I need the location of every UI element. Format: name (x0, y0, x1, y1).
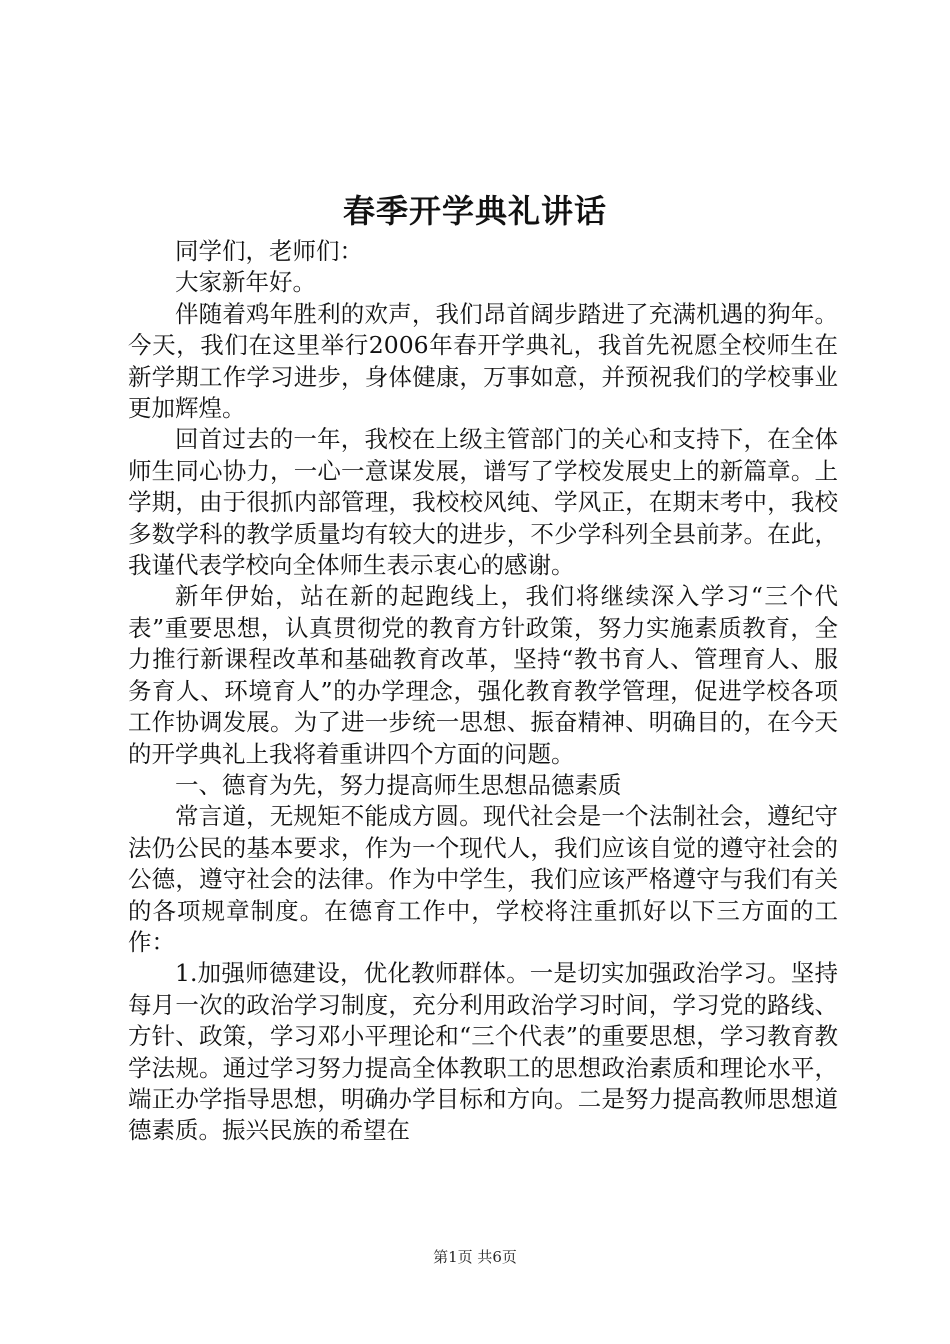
document-body (128, 236, 838, 1147)
salutation: 同学们，老师们： (175, 237, 363, 265)
section-heading: 一、德育为先，努力提高师生思想品德素质 (175, 770, 622, 799)
body-paragraph: 伴随着鸡年胜利的欢声，我们昂首阔步踏进了充满机遇的狗年。今天，我们在这里举行2006年春开学典礼，我首先祝愿全校师生在新学期工作学习进步，身体健康，万事如意，并预祝我们的学校事业更加辉煌。 (128, 299, 838, 423)
body-paragraph: 1.加强师德建设，优化教师群体。一是切实加强政治学习。坚持每月一次的政治学习制度，充分利用政治学习时间，学习党的路线、方针、政策，学习邓小平理论和“三个代表”的重要思想，学习教育教学法规。通过学习努力提高全体教职工的思想政治素质和理论水平，端正办学指导思想，明确办学目标和方向。二是努力提高教师思想道德素质。振兴民族的希望在 (128, 959, 838, 1145)
body-paragraph: 新年伊始，站在新的起跑线上，我们将继续深入学习“三个代表”重要思想，认真贯彻党的教育方针政策，努力实施素质教育，全力推行新课程改革和基础教育改革，坚持“教书育人、管理育人、服务育人、环境育人”的办学理念，强化教育教学管理，促进学校各项工作协调发展。为了进一步统一思想、振奋精神、明确目的，在今天的开学典礼上我将着重讲四个方面的问题。 (128, 582, 838, 768)
body-paragraph: 常言道，无规矩不能成方圆。现代社会是一个法制社会，遵纪守法仍公民的基本要求，作为一个现代人，我们应该自觉的遵守社会的公德，遵守社会的法律。作为中学生，我们应该严格遵守与我们有关的各项规章制度。在德育工作中，学校将注重抓好以下三方面的工作： (128, 802, 838, 956)
document-title: 春季开学典礼讲话 (342, 192, 607, 230)
body-paragraph: 回首过去的一年，我校在上级主管部门的关心和支持下，在全体师生同心协力，一心一意谋发展，谱写了学校发展史上的新篇章。上学期，由于很抓内部管理，我校校风纯、学风正，在期末考中，我校多数学科的教学质量均有较大的进步，不少学科列全县前茅。在此，我谨代表学校向全体师生表示衷心的感谢。 (128, 425, 838, 580)
page-footer: 第1页 共6页 (433, 1248, 517, 1266)
greeting: 大家新年好。 (175, 268, 316, 297)
